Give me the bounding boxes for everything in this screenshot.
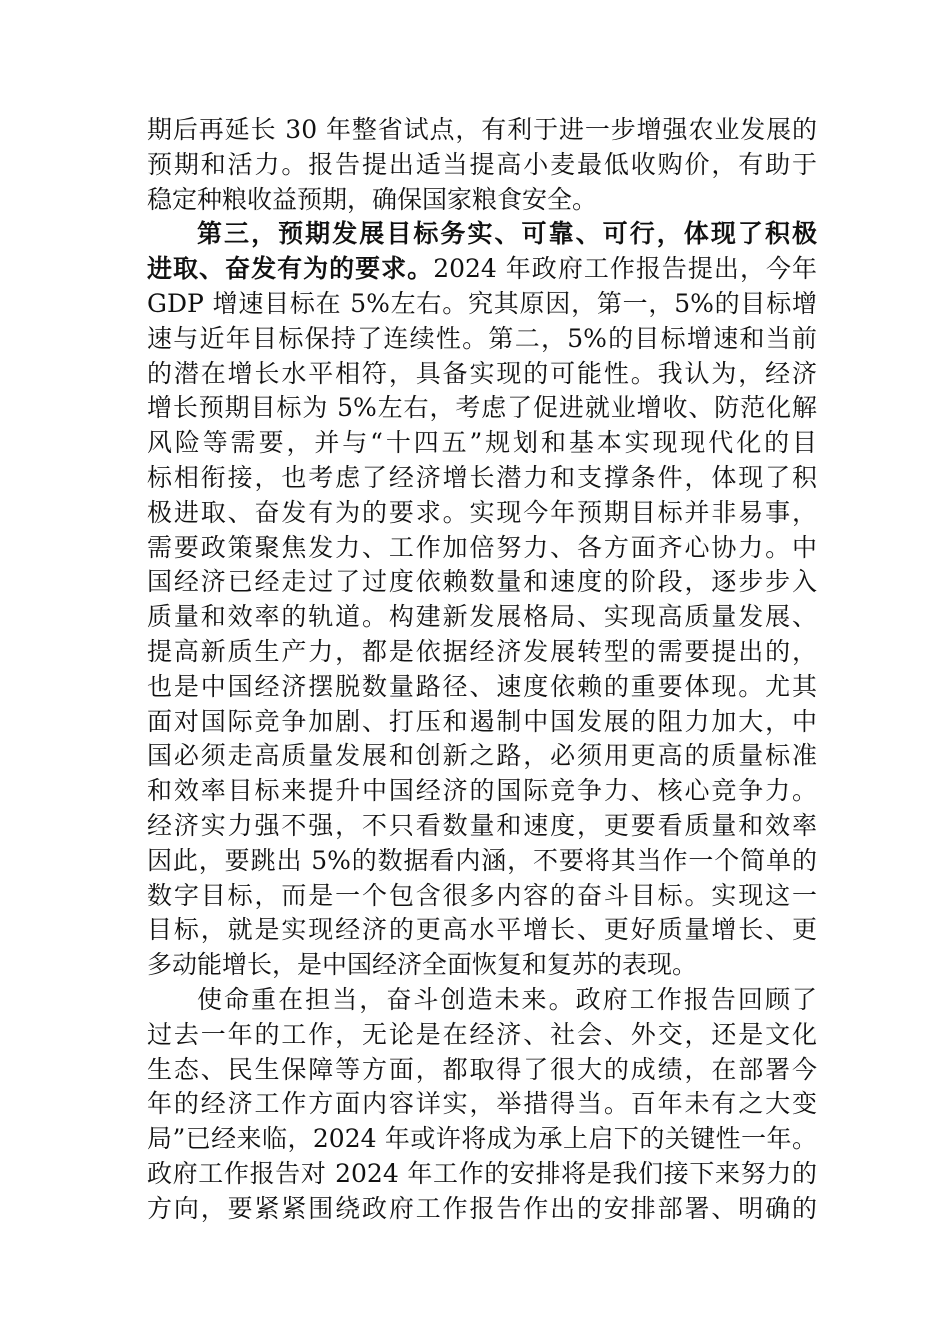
paragraph-3: [147, 983, 817, 1227]
text-line: 稳定种粮收益预期，确保国家粮食安全。: [147, 184, 598, 214]
text-line-mixed: [147, 252, 817, 287]
text-line: 使命重在担当，奋斗创造未来。政府工作报告回顾了: [197, 984, 817, 1014]
text-line: 年的经济工作方面内容详实，举措得当。百年未有之大变: [147, 1089, 817, 1119]
text-line: 政府工作报告对 2024 年工作的安排将是我们接下来努力的: [147, 1158, 817, 1188]
text-line: 生态、民生保障等方面，都取得了很大的成绩，在部署今: [147, 1054, 817, 1084]
text-line: 因此，要跳出 5%的数据看内涵，不要将其当作一个简单的: [147, 845, 817, 875]
text-line: 增长预期目标为 5%左右，考虑了促进就业增收、防范化解: [147, 393, 817, 423]
text-line: 的潜在增长水平相符，具备实现的可能性。我认为，经济: [147, 358, 817, 388]
paragraph-1: [147, 113, 817, 217]
document-body: [147, 113, 817, 1227]
text-line: GDP 增速目标在 5%左右。究其原因，第一，5%的目标增: [147, 288, 817, 318]
text-line: 过去一年的工作，无论是在经济、社会、外交，还是文化: [147, 1019, 817, 1049]
text-line: 提高新质生产力，都是依据经济发展转型的需要提出的，: [147, 636, 817, 666]
text-line: 标相衔接，也考虑了经济增长潜力和支撑条件，体现了积: [147, 462, 817, 492]
text-line: 目标，就是实现经济的更高水平增长、更好质量增长、更: [147, 915, 817, 945]
bold-heading-text: 进取、奋发有为的要求。: [147, 254, 434, 284]
text-line: 局”已经来临，2024 年或许将成为承上启下的关键性一年。: [147, 1124, 817, 1154]
text-line: 风险等需要，并与“十四五”规划和基本实现现代化的目: [147, 428, 817, 458]
text-line: 多动能增长，是中国经济全面恢复和复苏的表现。: [147, 950, 698, 980]
text-line: 国经济已经走过了过度依赖数量和速度的阶段，逐步步入: [147, 567, 817, 597]
text-line: 和效率目标来提升中国经济的国际竞争力、核心竞争力。: [147, 776, 817, 806]
text-line: 极进取、奋发有为的要求。实现今年预期目标并非易事，: [147, 497, 817, 527]
text-line: 质量和效率的轨道。构建新发展格局、实现高质量发展、: [147, 602, 817, 632]
text-line: 期后再延长 30 年整省试点，有利于进一步增强农业发展的: [147, 115, 817, 144]
text-line: 速与近年目标保持了连续性。第二，5%的目标增速和当前: [147, 323, 817, 353]
text-line: 也是中国经济摆脱数量路径、速度依赖的重要体现。尤其: [147, 671, 817, 701]
text-line: 面对国际竞争加剧、打压和遏制中国发展的阻力加大，中: [147, 706, 817, 736]
text-line: 经济实力强不强，不只看数量和速度，更要看质量和效率: [147, 810, 817, 840]
paragraph-2: [147, 217, 817, 983]
text-run: 2024 年政府工作报告提出，今年: [433, 254, 817, 284]
text-line: 预期和活力。报告提出适当提高小麦最低收购价，有助于: [147, 149, 817, 179]
bold-heading-line: 第三，预期发展目标务实、可靠、可行，体现了积极: [197, 219, 817, 249]
text-line: 需要政策聚焦发力、工作加倍努力、各方面齐心协力。中: [147, 532, 817, 562]
text-line: 国必须走高质量发展和创新之路，必须用更高的质量标准: [147, 741, 817, 771]
text-line: 方向，要紧紧围绕政府工作报告作出的安排部署、明确的: [147, 1193, 817, 1223]
text-line: 数字目标，而是一个包含很多内容的奋斗目标。实现这一: [147, 880, 817, 910]
